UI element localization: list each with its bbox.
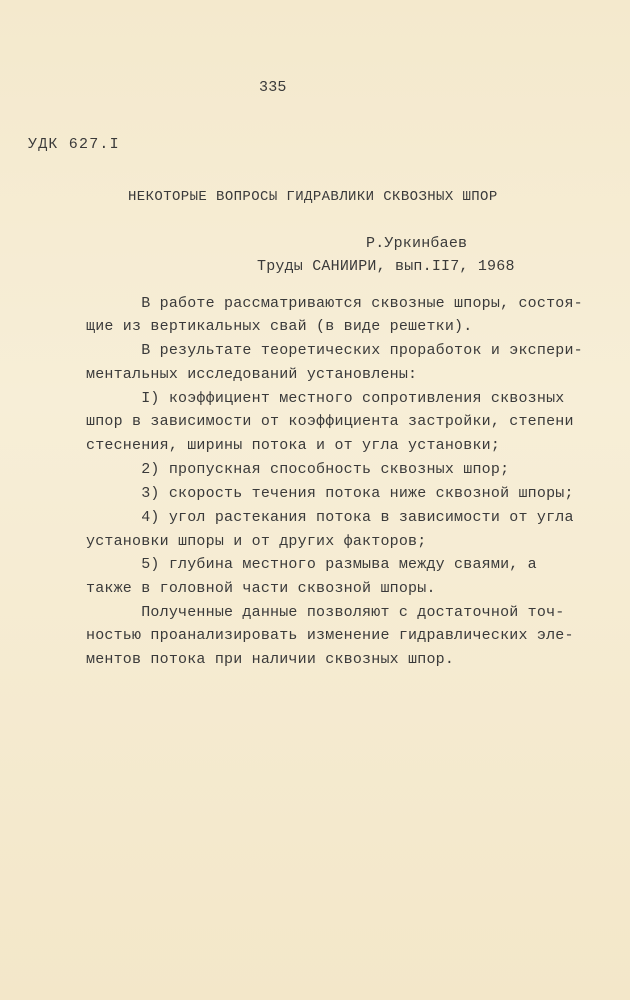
body-line: 3) скорость течения потока ниже сквозной шпоры; bbox=[86, 485, 574, 502]
body-line: В результате теоретических проработок и экспери- bbox=[86, 342, 583, 359]
body-line: щие из вертикальных свай (в виде решетки). bbox=[86, 318, 473, 335]
page-number: 335 bbox=[259, 79, 287, 96]
body-line: шпор в зависимости от коэффициента застройки, степени bbox=[86, 413, 574, 430]
body-line: 5) глубина местного размыва между сваями, а bbox=[86, 556, 537, 573]
body-line: Полученные данные позволяют с достаточной точ- bbox=[86, 604, 565, 621]
body-line: 4) угол растекания потока в зависимости от угла bbox=[86, 509, 574, 526]
body-line: стеснения, ширины потока и от угла установки; bbox=[86, 437, 501, 454]
body-line: ментальных исследований установлены: bbox=[86, 366, 418, 383]
article-title: НЕКОТОРЫЕ ВОПРОСЫ ГИДРАВЛИКИ СКВОЗНЫХ ШПОР bbox=[128, 189, 498, 205]
body-line: 2) пропускная способность сквозных шпор; bbox=[86, 461, 510, 478]
body-line: также в головной части сквозной шпоры. bbox=[86, 580, 436, 597]
body-line: установки шпоры и от других факторов; bbox=[86, 533, 427, 550]
body-line: ностью проанализировать изменение гидравлических эле- bbox=[86, 627, 574, 644]
publication-source: Труды САНИИРИ, вып.II7, 1968 bbox=[257, 258, 515, 275]
body-line: I) коэффициент местного сопротивления сквозных bbox=[86, 390, 565, 407]
body-line: ментов потока при наличии сквозных шпор. bbox=[86, 651, 455, 668]
udk-code: УДК 627.I bbox=[28, 136, 120, 153]
body-line: В работе рассматриваются сквозные шпоры, состоя- bbox=[86, 295, 583, 312]
author-name: Р.Уркинбаев bbox=[366, 235, 468, 252]
